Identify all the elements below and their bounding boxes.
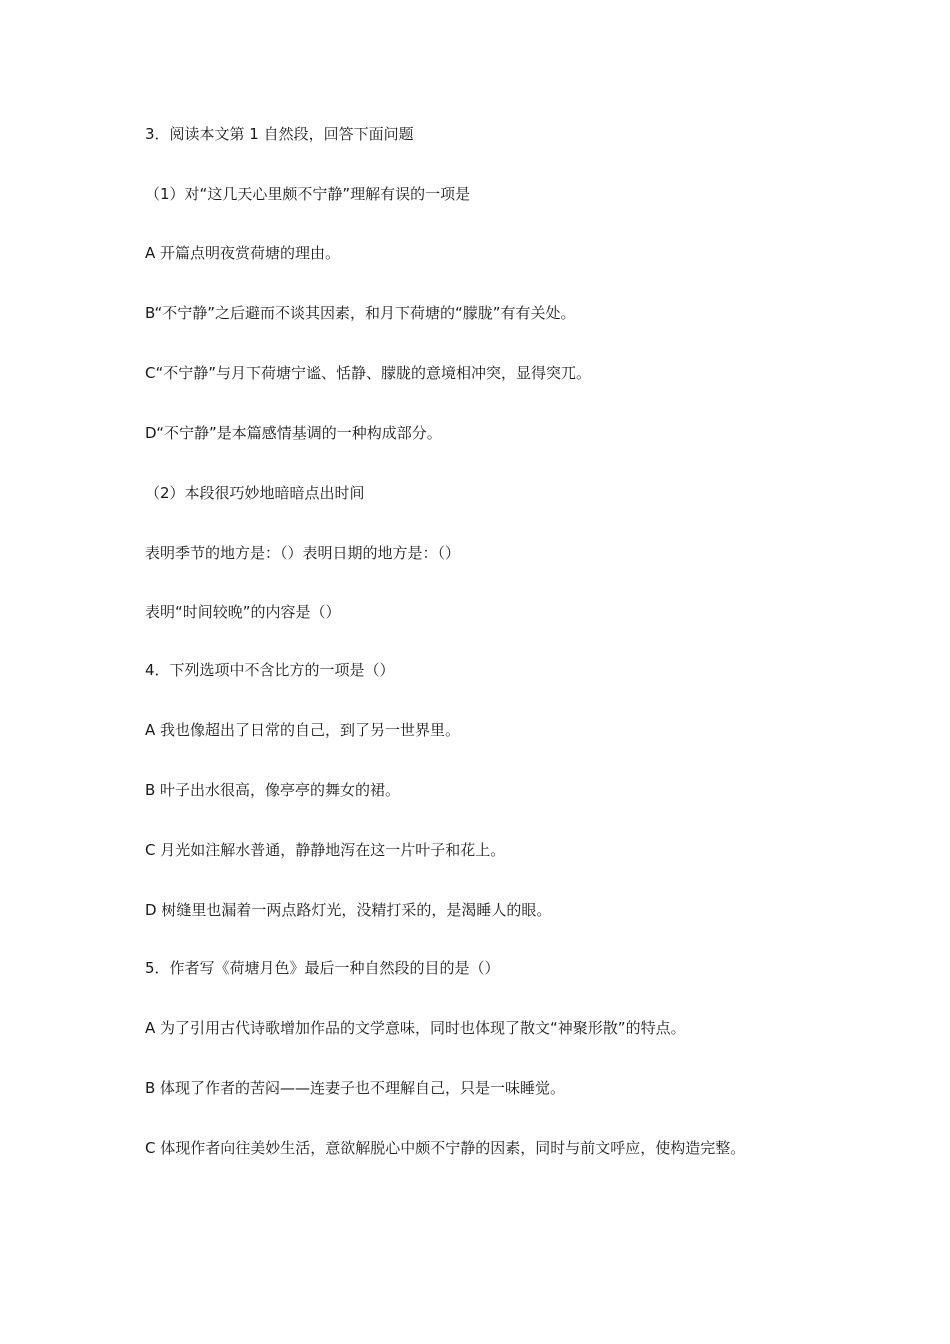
sub-question-1: （1）对“这几天心里颇不宁静”理解有误的一项是 bbox=[145, 185, 471, 203]
option-d: D 树缝里也漏着一两点路灯光，没精打采的，是渴睡人的眼。 bbox=[145, 901, 552, 919]
option-d: D“不宁静”是本篇感情基调的一种构成部分。 bbox=[145, 424, 442, 442]
option-a: A 开篇点明夜赏荷塘的理由。 bbox=[145, 244, 341, 262]
option-c: C 体现作者向往美妙生活，意欲解脱心中颇不宁静的因素，同时与前文呼应，使构造完整。 bbox=[145, 1139, 746, 1157]
time-late-blank: 表明“时间较晚”的内容是（） bbox=[145, 603, 341, 621]
option-a: A 我也像超出了日常的自己，到了另一世界里。 bbox=[145, 721, 461, 739]
question-3-heading: 3．阅读本文第 1 自然段，回答下面问题 bbox=[145, 125, 414, 143]
question-4-heading: 4．下列选项中不含比方的一项是（） bbox=[145, 661, 395, 679]
sub-question-2: （2）本段很巧妙地暗暗点出时间 bbox=[145, 484, 365, 502]
option-c: C“不宁静”与月下荷塘宁谧、恬静、朦胧的意境相冲突，显得突兀。 bbox=[145, 364, 592, 382]
question-5-heading: 5．作者写《荷塘月色》最后一种自然段的目的是（） bbox=[145, 959, 500, 977]
season-date-blank: 表明季节的地方是：（）表明日期的地方是：（） bbox=[145, 544, 461, 562]
option-c: C 月光如注解水普通，静静地泻在这一片叶子和花上。 bbox=[145, 841, 506, 859]
option-b: B 叶子出水很高，像亭亭的舞女的裙。 bbox=[145, 781, 401, 799]
option-b: B“不宁静”之后避而不谈其因素，和月下荷塘的“朦胧”有有关处。 bbox=[145, 304, 576, 322]
option-b: B 体现了作者的苦闷——连妻子也不理解自己，只是一味睡觉。 bbox=[145, 1079, 566, 1097]
option-a: A 为了引用古代诗歌增加作品的文学意味，同时也体现了散文“神聚形散”的特点。 bbox=[145, 1019, 686, 1037]
